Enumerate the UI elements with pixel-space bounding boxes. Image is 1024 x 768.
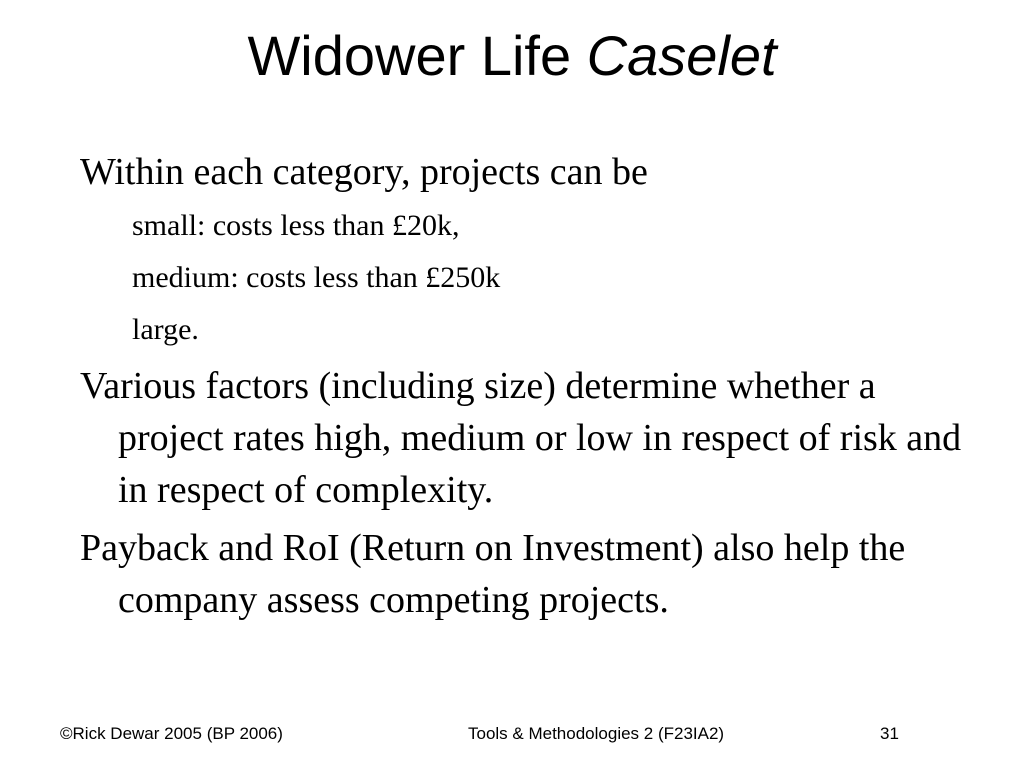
size-item-large: large. (132, 313, 199, 346)
bullet-payback: Payback and RoI (Return on Investment) also help the company assess competing projects. (80, 527, 906, 621)
footer-course: Tools & Methodologies 2 (F23IA2) (468, 724, 725, 743)
slide-title (0, 20, 1024, 92)
bullet-factors: Various factors (including size) determine whether a project rates high, medium or low in respect of risk and in respect of complexity. (80, 365, 962, 511)
slide-title-main: Widower Life (247, 24, 587, 87)
slide-body (80, 146, 980, 626)
size-list (80, 200, 980, 356)
size-item-small: small: costs less than £20k, (132, 209, 460, 242)
footer-page-number: 31 (880, 724, 899, 743)
slide-title-italic: Caselet (586, 24, 777, 87)
bullet-intro: Within each category, projects can be (80, 151, 648, 193)
size-item-medium: medium: costs less than £250k (132, 261, 501, 294)
footer-copyright: ©Rick Dewar 2005 (BP 2006) (60, 724, 283, 743)
